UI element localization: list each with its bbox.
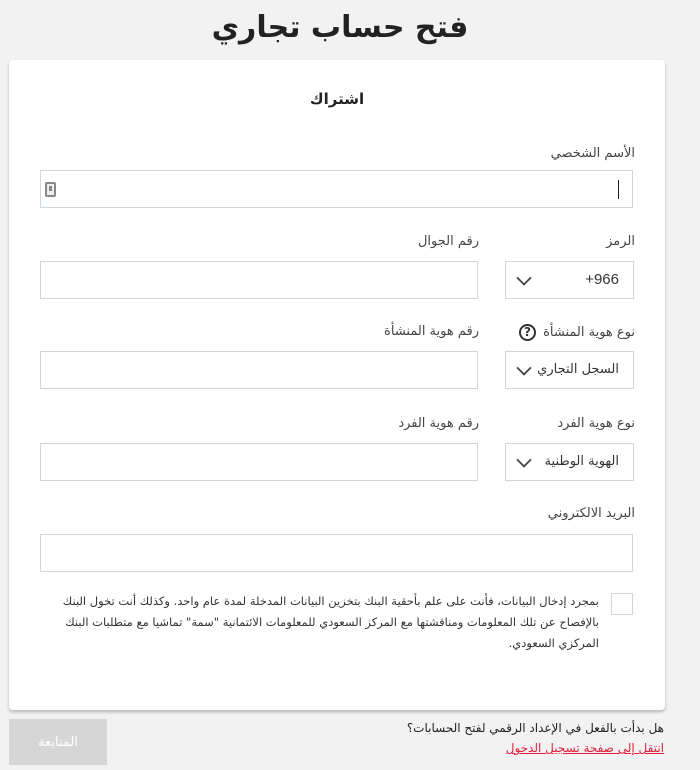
mobile-number-input[interactable]	[41, 262, 477, 298]
email-label: البريد الالكتروني	[547, 506, 635, 521]
chevron-down-icon	[516, 270, 531, 285]
card-title: اشتراك	[309, 90, 365, 108]
individual-id-type-label: نوع هوية الفرد	[557, 416, 635, 431]
email-field[interactable]	[40, 534, 633, 572]
entity-id-type-label-text: نوع هوية المنشأة	[543, 325, 635, 340]
entity-id-number-field[interactable]	[40, 351, 478, 389]
already-started-question: هل بدأت بالفعل في الإعداد الرقمي لفتح الحسابات؟	[406, 721, 664, 735]
signup-card	[9, 60, 665, 710]
country-code-value: +966	[585, 271, 619, 288]
individual-id-type-select[interactable]	[505, 443, 634, 481]
login-page-link[interactable]: انتقل إلى صفحة تسجيل الدخول	[505, 741, 664, 755]
chevron-down-icon	[516, 452, 531, 467]
personal-name-label: الأسم الشخصي	[550, 146, 635, 161]
text-cursor	[618, 180, 619, 199]
continue-button[interactable]: المتابعة	[9, 719, 107, 765]
individual-id-number-field[interactable]	[40, 443, 478, 481]
consent-text: بمجرد إدخال البيانات، فأنت على علم بأحقية البنك بتخزين البيانات المدخلة لمدة عام واحد. وكذلك أنت تخول البنك بالإفصاح عن تلك المعلومات ومناقشتها مع المركز السعودي للمعلومات الائتمانية "سمة" تماشيا مع متطلبات البنك المركزي السعودي.	[62, 594, 599, 650]
autofill-contact-icon[interactable]	[45, 182, 56, 197]
personal-name-input[interactable]	[41, 171, 632, 207]
country-code-label: الرمز	[606, 234, 635, 249]
individual-id-number-label: رقم هوية الفرد	[398, 416, 479, 431]
question-mark-icon[interactable]: ?	[519, 324, 536, 341]
entity-id-number-input[interactable]	[41, 352, 477, 388]
email-input[interactable]	[41, 535, 632, 571]
chevron-down-icon	[516, 360, 531, 375]
consent-checkbox[interactable]	[611, 593, 633, 615]
entity-id-type-label	[519, 324, 635, 341]
individual-id-number-input[interactable]	[41, 444, 477, 480]
mobile-number-field[interactable]	[40, 261, 478, 299]
mobile-number-label: رقم الجوال	[417, 234, 479, 249]
page-title: فتح حساب تجاري	[211, 10, 469, 45]
entity-id-type-select[interactable]	[505, 351, 634, 389]
country-code-select[interactable]	[505, 261, 634, 299]
entity-id-type-value: السجل التجاري	[537, 362, 619, 377]
personal-name-field[interactable]	[40, 170, 633, 208]
entity-id-number-label: رقم هوية المنشأة	[384, 324, 479, 339]
individual-id-type-value: الهوية الوطنية	[544, 454, 619, 469]
